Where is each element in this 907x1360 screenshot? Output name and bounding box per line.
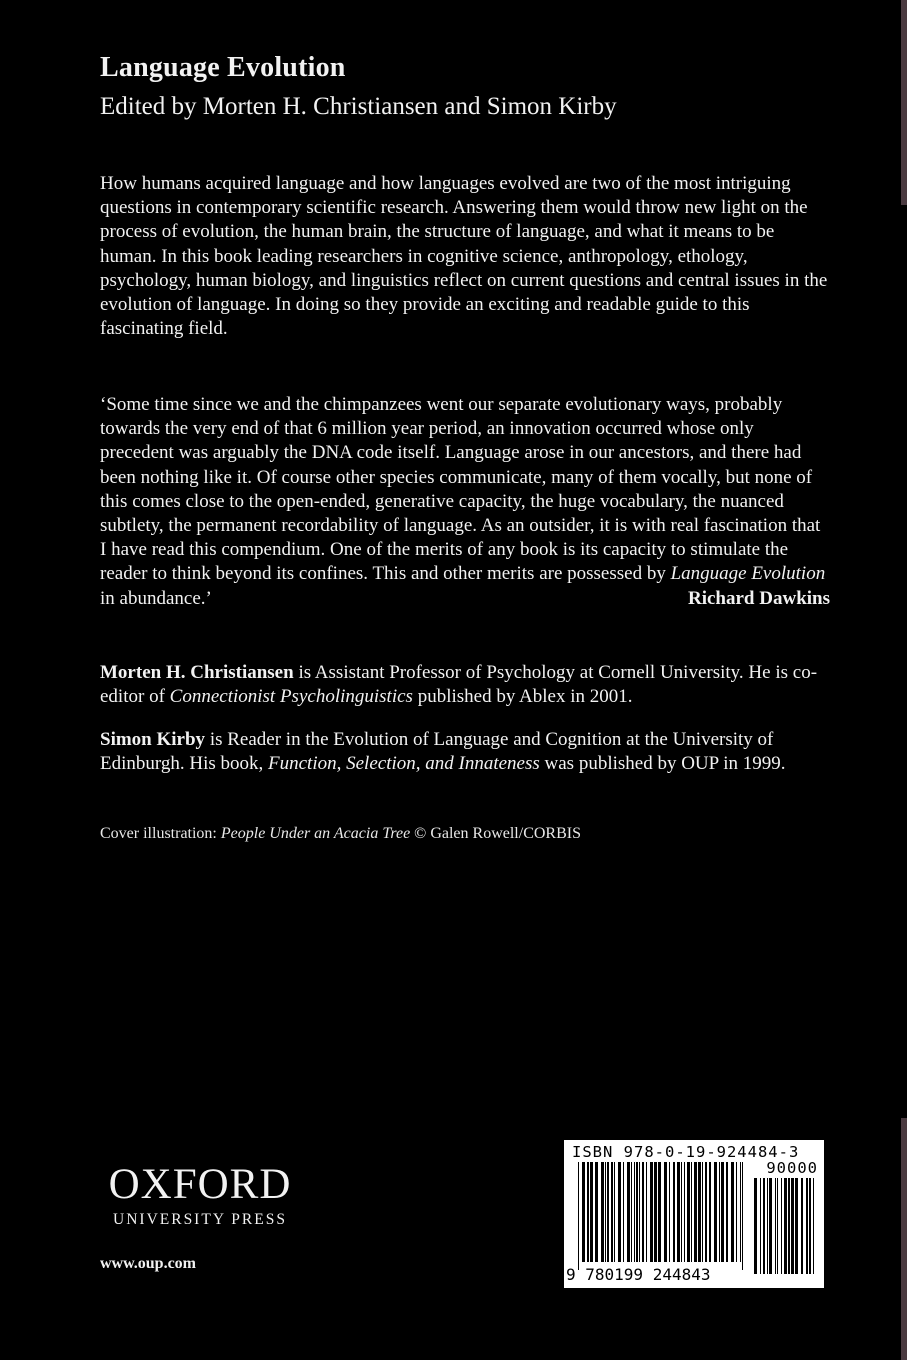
barcode-bar (726, 1162, 728, 1262)
book-title: Language Evolution (100, 52, 346, 83)
barcode-bar (795, 1178, 798, 1274)
barcode-bar (763, 1178, 765, 1274)
bio-book-title: Function, Selection, and Innateness (268, 753, 540, 775)
barcode-bar (754, 1178, 757, 1274)
barcode-bar (611, 1162, 613, 1262)
barcode-bar (801, 1178, 803, 1274)
bio-book-title: Connectionist Psycholinguistics (169, 686, 413, 708)
publisher-website[interactable]: www.oup.com (100, 1255, 197, 1272)
barcode-bar (702, 1162, 703, 1262)
barcode-bar (760, 1178, 761, 1274)
barcode-bar (784, 1178, 787, 1274)
barcode-bar (777, 1178, 778, 1274)
credit-work: People Under an Acacia Tree (220, 825, 411, 842)
publisher-name: OXFORD (108, 1161, 292, 1208)
quote-attribution: Richard Dawkins (688, 587, 830, 609)
barcode-bar (694, 1162, 697, 1262)
barcode-bar (677, 1162, 680, 1262)
bio-name: Morten H. Christiansen (100, 662, 294, 683)
barcode-bar (654, 1162, 657, 1262)
barcode-bar (714, 1162, 717, 1262)
barcode-price-code: 90000 (766, 1159, 818, 1177)
barcode-addon-bars (754, 1178, 816, 1282)
quote-text-end: in abundance.’ (100, 587, 212, 609)
quote-book-title: Language Evolution (670, 563, 826, 585)
spine-edge-top (901, 0, 907, 205)
barcode-bar (736, 1162, 737, 1262)
barcode-bar (642, 1162, 644, 1262)
barcode-bar (664, 1162, 667, 1262)
barcode-bar (740, 1162, 741, 1262)
editor-bio-christiansen (100, 661, 830, 709)
editor-bio-kirby (100, 728, 830, 776)
barcode-bar (590, 1162, 593, 1262)
credit-label: Cover illustration: (100, 825, 221, 842)
barcode-bar (673, 1162, 675, 1262)
bio-text-end: published by Ablex in 2001. (412, 686, 633, 708)
spine-edge-bottom (901, 1118, 907, 1360)
barcode-bar (709, 1162, 711, 1262)
barcode-bar (698, 1162, 701, 1262)
barcode-bar (681, 1162, 682, 1262)
barcode-bar (639, 1162, 640, 1262)
barcode-bar (605, 1162, 606, 1262)
barcode-bar (775, 1178, 776, 1274)
barcode-bar (634, 1162, 635, 1262)
barcode-bar (719, 1162, 720, 1262)
barcode-digits: 9 780199 244843 (566, 1265, 711, 1284)
cover-credit (100, 825, 581, 843)
book-blurb: How humans acquired language and how languages evolved are two of the most intriguing questions in contemporary scientific research. Answering them would throw new light on the process of evolution, the human brain, the structure of language, and what it means to be human. In this book leading researchers in cognitive science, anthropology, ethology, psychology, human biology, and linguistics reflect on current questions and central issues in the evolution of language. In doing so they provide an exciting and readable guide to this fascinating field. (100, 173, 828, 340)
barcode-bar (623, 1162, 624, 1262)
bio-text-end: was published by OUP in 1999. (539, 753, 786, 775)
barcode-bar (658, 1162, 661, 1262)
barcode-bar (781, 1178, 782, 1274)
barcode-bar (691, 1162, 692, 1262)
barcode-bar (742, 1162, 743, 1270)
barcode-bar (646, 1162, 647, 1262)
credit-rights: © Galen Rowell/CORBIS (410, 825, 581, 842)
barcode-bar (587, 1162, 589, 1262)
barcode-bar (631, 1162, 632, 1262)
barcode-bar (769, 1178, 772, 1274)
barcode-bar (618, 1162, 621, 1262)
barcode-bar (809, 1178, 811, 1274)
barcode-bar (767, 1178, 768, 1274)
barcode-bar (731, 1162, 734, 1262)
barcode-main-bars (578, 1162, 744, 1270)
barcode-bar (806, 1178, 808, 1274)
quote-text: ‘Some time since we and the chimpanzees went our separate evolutionary ways, probably towards the very end of that 6 million year period, an innovation occurred whose only precedent was arguably the DNA code itself. Language arose in our ancestors, and there had been nothing like it. Of course other species communicate, many of them vocally, but none of this comes close to the open-ended, generative capacity, the huge vocabulary, the nuanced subtlety, the permanent recordability of language. As an outsider, it is with real fascination that I have read this compendium. One of the merits of any book is its capacity to stimulate the reader to think beyond its confines. This and other merits are possessed by (100, 394, 821, 585)
barcode-bar (627, 1162, 630, 1262)
bio-text: is Assistant Professor of Psychology at Cornell University. He is co-editor of (100, 662, 818, 708)
barcode-bar (788, 1178, 790, 1274)
book-editors: Edited by Morten H. Christiansen and Simon Kirby (100, 93, 617, 120)
barcode-bar (791, 1178, 794, 1274)
publisher-subtitle: UNIVERSITY PRESS (113, 1211, 287, 1228)
barcode-bar (578, 1162, 579, 1270)
barcode-bar (582, 1162, 585, 1262)
barcode-bar (721, 1162, 724, 1262)
endorsement-quote (100, 393, 830, 611)
barcode-bar (705, 1162, 707, 1262)
barcode-bar (687, 1162, 690, 1262)
barcode-bar (614, 1162, 615, 1262)
bio-name: Simon Kirby (100, 729, 206, 750)
publisher-logo (98, 1163, 302, 1229)
barcode-bar (607, 1162, 609, 1262)
barcode-bar (813, 1178, 814, 1274)
barcode-bar (595, 1162, 598, 1262)
barcode-bar (684, 1162, 685, 1262)
isbn-barcode (564, 1140, 824, 1288)
isbn-text: ISBN 978-0-19-924484-3 (572, 1143, 800, 1161)
bio-text: is Reader in the Evolution of Language and Cognition at the University of Edinburgh. His book, (100, 729, 774, 775)
barcode-bar (650, 1162, 653, 1262)
barcode-bar (669, 1162, 670, 1262)
barcode-bar (636, 1162, 638, 1262)
barcode-bar (601, 1162, 604, 1262)
